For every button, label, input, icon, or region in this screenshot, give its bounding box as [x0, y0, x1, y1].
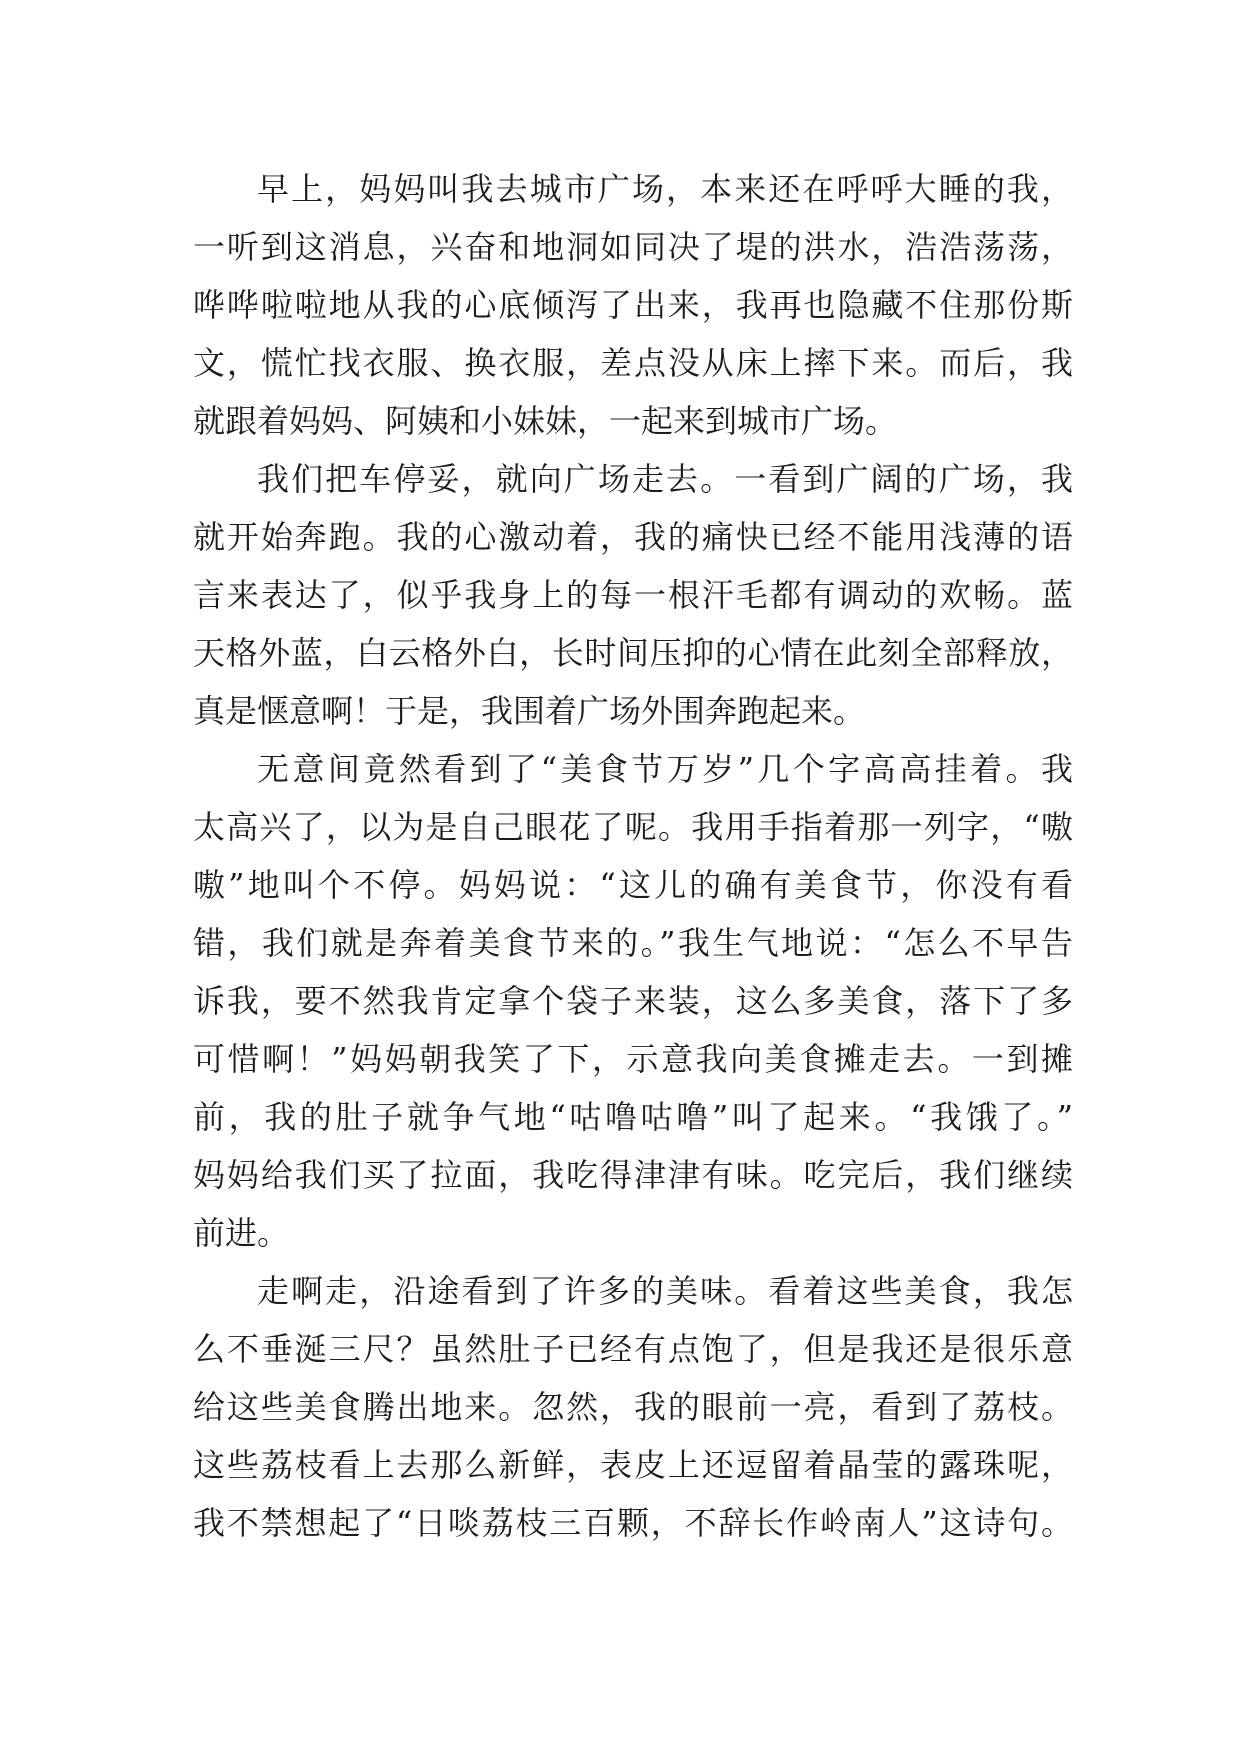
paragraph-line: 走啊走，沿途看到了许多的美味。看着这些美食，我怎 — [257, 1272, 1073, 1310]
paragraph-line: 可惜啊！”妈妈朝我笑了下，示意我向美食摊走去。一到摊 — [193, 1040, 1073, 1078]
paragraph-line: 妈妈给我们买了拉面，我吃得津津有味。吃完后，我们继续 — [193, 1156, 1073, 1194]
paragraph-line: 哗哗啦啦地从我的心底倾泻了出来，我再也隐藏不住那份斯 — [193, 286, 1073, 324]
paragraph-4 — [193, 1262, 1073, 1552]
paragraph-line: 真是惬意啊！于是，我围着广场外围奔跑起来。 — [193, 692, 866, 730]
paragraph-line: 言来表达了，似乎我身上的每一根汗毛都有调动的欢畅。蓝 — [193, 576, 1073, 614]
paragraph-line: 就开始奔跑。我的心激动着，我的痛快已经不能用浅薄的语 — [193, 518, 1073, 556]
paragraph-line: 早上，妈妈叫我去城市广场，本来还在呼呼大睡的我， — [257, 170, 1073, 208]
paragraph-1 — [193, 160, 1073, 450]
paragraph-line: 就跟着妈妈、阿姨和小妹妹，一起来到城市广场。 — [193, 402, 898, 440]
paragraph-line: 么不垂涎三尺？虽然肚子已经有点饱了，但是我还是很乐意 — [193, 1330, 1073, 1368]
essay-body — [193, 160, 1073, 1552]
paragraph-line: 给这些美食腾出地来。忽然，我的眼前一亮，看到了荔枝。 — [193, 1388, 1073, 1426]
paragraph-line: 前进。 — [193, 1214, 290, 1252]
paragraph-line: 太高兴了，以为是自己眼花了呢。我用手指着那一列字，“嗷 — [193, 808, 1073, 846]
paragraph-line: 前，我的肚子就争气地“咕噜咕噜”叫了起来。“我饿了。” — [193, 1098, 1073, 1136]
paragraph-line: 无意间竟然看到了“美食节万岁”几个字高高挂着。我 — [257, 750, 1073, 788]
paragraph-line: 一听到这消息，兴奋和地洞如同决了堤的洪水，浩浩荡荡， — [193, 228, 1073, 266]
paragraph-3 — [193, 740, 1073, 1262]
paragraph-line: 这些荔枝看上去那么新鲜，表皮上还逗留着晶莹的露珠呢， — [193, 1446, 1073, 1484]
paragraph-line: 天格外蓝，白云格外白，长时间压抑的心情在此刻全部释放， — [193, 634, 1073, 672]
paragraph-line: 我们把车停妥，就向广场走去。一看到广阔的广场，我 — [257, 460, 1073, 498]
paragraph-line: 诉我，要不然我肯定拿个袋子来装，这么多美食，落下了多 — [193, 982, 1073, 1020]
paragraph-line: 错，我们就是奔着美食节来的。”我生气地说：“怎么不早告 — [193, 924, 1073, 962]
paragraph-2 — [193, 450, 1073, 740]
paragraph-line: 文，慌忙找衣服、换衣服，差点没从床上摔下来。而后，我 — [193, 344, 1073, 382]
paragraph-line: 嗷”地叫个不停。妈妈说：“这儿的确有美食节，你没有看 — [193, 866, 1073, 904]
paragraph-line: 我不禁想起了“日啖荔枝三百颗，不辞长作岭南人”这诗句。 — [193, 1504, 1073, 1542]
